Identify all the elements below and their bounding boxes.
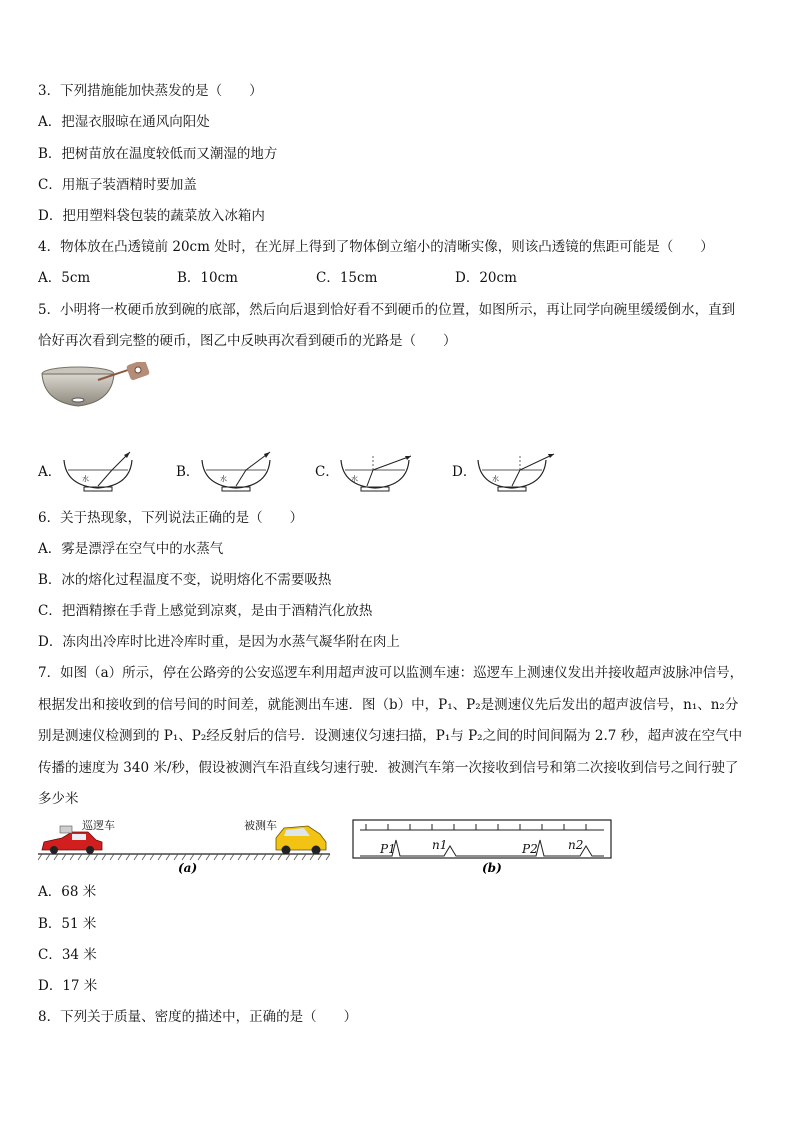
q5-option-a-label: A．	[38, 464, 62, 480]
q7-stem-line3: 别是测速仪检测到的 P₁、P₂经反射后的信号．设测速仪匀速扫描，P₁与 P₂之间的时间间隔为 2.7 秒，超声波在空气中	[38, 728, 743, 744]
figure-a-caption: (a)	[178, 861, 198, 874]
q6-option-a: A．雾是漂浮在空气中的水蒸气	[38, 541, 224, 557]
q5-option-d-label: D．	[452, 464, 477, 480]
q4-option-a: A．5cm	[38, 270, 91, 286]
q5-water-label-a: 水	[82, 475, 89, 483]
q7-figure-b	[352, 816, 614, 874]
q6-option-b: B．冰的熔化过程温度不变，说明熔化不需要吸热	[38, 572, 332, 588]
q6-option-c: C．把酒精擦在手背上感觉到凉爽，是由于酒精汽化放热	[38, 603, 373, 619]
bowl-photo	[38, 362, 158, 414]
pulse-p2-label: P2	[522, 842, 538, 856]
q7-option-d: D．17 米	[38, 978, 98, 994]
q5-option-c-label: C．	[315, 464, 339, 480]
q5-stem-line1: 5．小明将一枚硬币放到碗的底部，然后向后退到恰好看不到硬币的位置，如图所示，再让同学向碗里缓缓倒水，直到	[38, 302, 736, 318]
q3-option-d: D．把用塑料袋包装的蔬菜放入冰箱内	[38, 208, 265, 224]
q6-stem: 6．关于热现象，下列说法正确的是（ ）	[38, 510, 304, 526]
q5-water-label-d: 水	[492, 475, 499, 483]
q5-water-label-b: 水	[220, 475, 227, 483]
q5-diagram-c	[337, 450, 417, 494]
q5-water-label-c: 水	[351, 475, 358, 483]
q5-stem-line2: 恰好再次看到完整的硬币，图乙中反映再次看到硬币的光路是（ ）	[38, 333, 457, 349]
q3-option-c: C．用瓶子装酒精时要加盖	[38, 177, 197, 193]
pulse-n2-label: n2	[568, 838, 584, 852]
q7-stem-line5: 多少米	[38, 791, 79, 807]
q7-stem-line2: 根据发出和接收到的信号间的时间差，就能测出车速．图（b）中，P₁、P₂是测速仪先后发出的超声波信号，n₁、n₂分	[38, 697, 739, 713]
pulse-p1-label: P1	[380, 842, 396, 856]
q7-stem-line4: 传播的速度为 340 米/秒，假设被测汽车沿直线匀速行驶．被测汽车第一次接收到信号和第二次接收到信号之间行驶了	[38, 760, 739, 776]
q3-option-a: A．把湿衣服晾在通风向阳处	[38, 114, 210, 130]
pulse-n1-label: n1	[432, 838, 448, 852]
q4-option-c: C．15cm	[316, 270, 378, 286]
q5-diagram-d	[474, 450, 558, 494]
q6-option-d: D．冻肉出冷库时比进冷库时重，是因为水蒸气凝华附在肉上	[38, 634, 400, 650]
q7-stem-line1: 7．如图（a）所示，停在公路旁的公安巡逻车利用超声波可以监测车速：巡逻车上测速仪发出并接收超声波脉冲信号，	[38, 665, 744, 681]
q7-option-c: C．34 米	[38, 947, 97, 963]
q4-option-b: B．10cm	[177, 270, 238, 286]
q7-option-b: B．51 米	[38, 916, 97, 932]
figure-b-caption: (b)	[482, 861, 502, 874]
q5-option-b-label: B．	[176, 464, 200, 480]
target-car-label: 被测车	[244, 819, 277, 832]
q4-option-d: D．20cm	[455, 270, 517, 286]
patrol-car-label: 巡逻车	[82, 819, 115, 832]
q8-stem: 8．下列关于质量、密度的描述中，正确的是（ ）	[38, 1009, 358, 1025]
q5-diagram-a	[60, 450, 140, 494]
q4-options	[38, 269, 594, 287]
q7-figure-a	[38, 816, 338, 874]
target-car-icon	[276, 826, 326, 855]
q5-diagram-b	[198, 450, 278, 494]
q3-stem: 3．下列措施能加快蒸发的是（ ）	[38, 83, 263, 99]
q3-option-b: B．把树苗放在温度较低而又潮湿的地方	[38, 146, 278, 162]
q4-stem: 4．物体放在凸透镜前 20cm 处时，在光屏上得到了物体倒立缩小的清晰实像，则该凸透镜的焦距可能是（ ）	[38, 239, 714, 255]
q7-option-a: A．68 米	[38, 884, 97, 900]
